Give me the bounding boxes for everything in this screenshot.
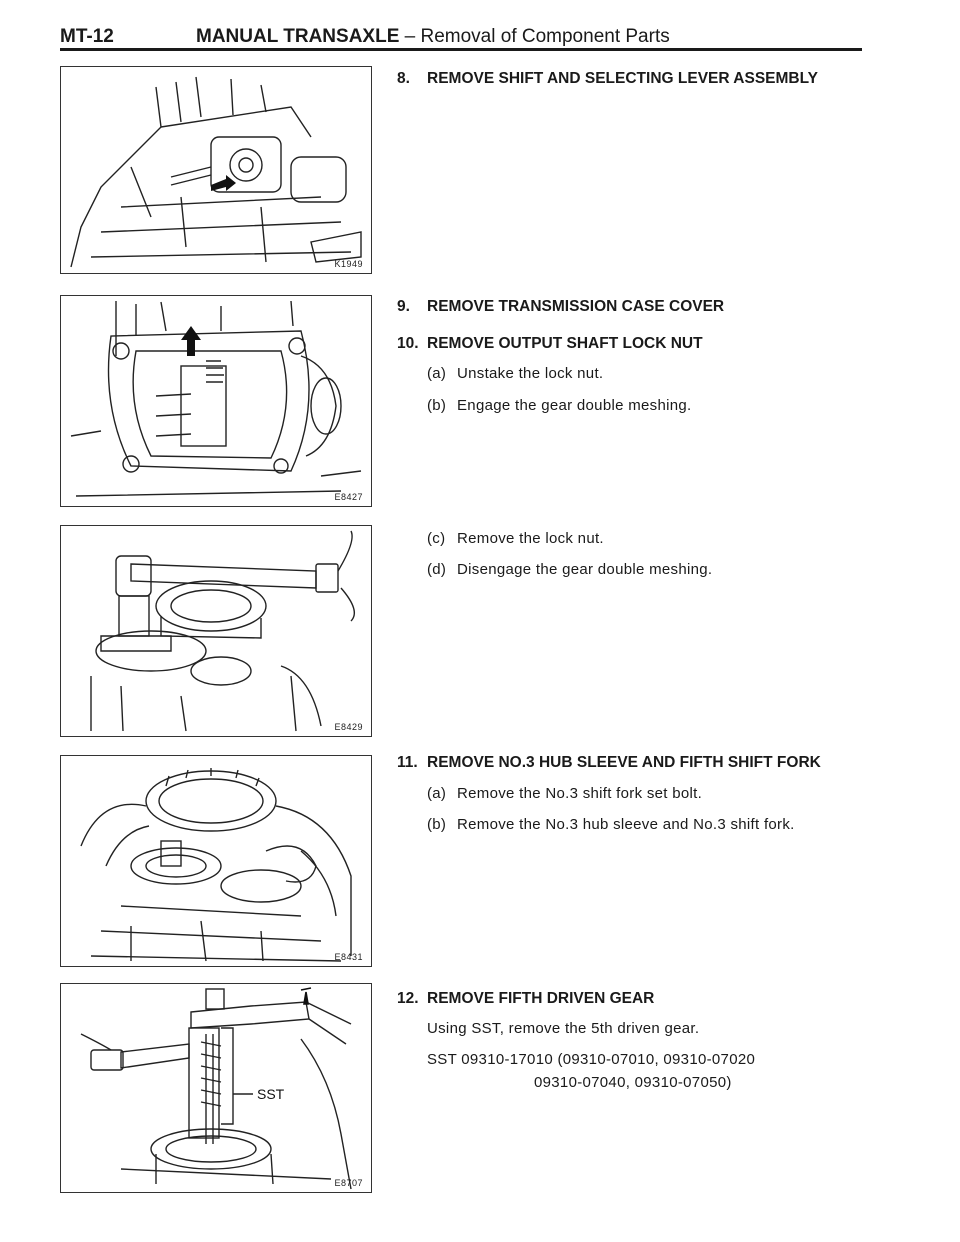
step-heading [397, 988, 654, 1010]
item-label: (d) [427, 561, 447, 578]
item-text: Unstake the lock nut. [457, 365, 604, 382]
figure-e8429 [60, 525, 372, 737]
figure-code: K1949 [334, 259, 363, 269]
step-title: REMOVE TRANSMISSION CASE COVER [427, 298, 725, 315]
figure-e8707 [60, 983, 372, 1193]
page-number: MT-12 [60, 26, 114, 47]
lock-nut-wrench-illustration-icon [61, 526, 369, 734]
step-10-item-d [427, 561, 712, 578]
step-12 [397, 988, 654, 1010]
puller-sst-illustration-icon [61, 984, 369, 1190]
item-label: (b) [427, 397, 447, 414]
step-12-sst-line1: SST 09310-17010 (09310-07010, 09310-07020 [427, 1051, 756, 1068]
step-10-item-a [427, 365, 603, 382]
step-heading [397, 333, 703, 355]
transaxle-lever-illustration-icon [61, 67, 369, 271]
figure-e8427 [60, 295, 372, 507]
step-9 [397, 296, 724, 318]
step-heading [397, 68, 818, 90]
item-text: Engage the gear double meshing. [457, 397, 692, 414]
case-cover-illustration-icon [61, 296, 369, 504]
item-text: Remove the No.3 shift fork set bolt. [457, 785, 703, 802]
step-number: 12. [397, 990, 419, 1007]
step-title: REMOVE NO.3 HUB SLEEVE AND FIFTH SHIFT FORK [427, 754, 821, 771]
step-title: REMOVE OUTPUT SHAFT LOCK NUT [427, 335, 703, 352]
figure-code: E8707 [334, 1178, 363, 1188]
sst-label: SST [257, 1086, 285, 1102]
step-10-item-c [427, 530, 604, 547]
step-title: REMOVE SHIFT AND SELECTING LEVER ASSEMBLY [427, 70, 818, 87]
figure-code: E8431 [334, 952, 363, 962]
step-number: 11. [397, 754, 418, 771]
item-text: Remove the No.3 hub sleeve and No.3 shift fork. [457, 816, 795, 833]
step-8 [397, 68, 818, 90]
step-heading [397, 296, 724, 318]
header-rule [60, 48, 862, 51]
item-label: (c) [427, 530, 446, 547]
step-11-item-b [427, 816, 795, 833]
section-name: MANUAL TRANSAXLE [196, 26, 400, 47]
item-label: (a) [427, 365, 447, 382]
step-11 [397, 752, 821, 774]
step-11-item-a [427, 785, 702, 802]
item-text: Remove the lock nut. [457, 530, 604, 547]
step-number: 9. [397, 298, 410, 315]
step-number: 10. [397, 335, 419, 352]
item-label: (a) [427, 785, 447, 802]
figure-code: E8429 [334, 722, 363, 732]
step-12-body: Using SST, remove the 5th driven gear. [427, 1020, 700, 1037]
step-heading [397, 752, 821, 774]
step-10-item-b [427, 397, 691, 414]
item-label: (b) [427, 816, 447, 833]
step-12-sst-line2: 09310-07040, 09310-07050) [534, 1074, 732, 1091]
step-title: REMOVE FIFTH DRIVEN GEAR [427, 990, 655, 1007]
section-title [196, 26, 670, 48]
figure-e8431 [60, 755, 372, 967]
item-text: Disengage the gear double meshing. [457, 561, 713, 578]
figure-k1949 [60, 66, 372, 274]
step-10 [397, 333, 703, 355]
step-number: 8. [397, 70, 410, 87]
figure-code: E8427 [334, 492, 363, 502]
hub-sleeve-hands-illustration-icon [61, 756, 369, 964]
section-subtitle: – Removal of Component Parts [404, 26, 670, 47]
